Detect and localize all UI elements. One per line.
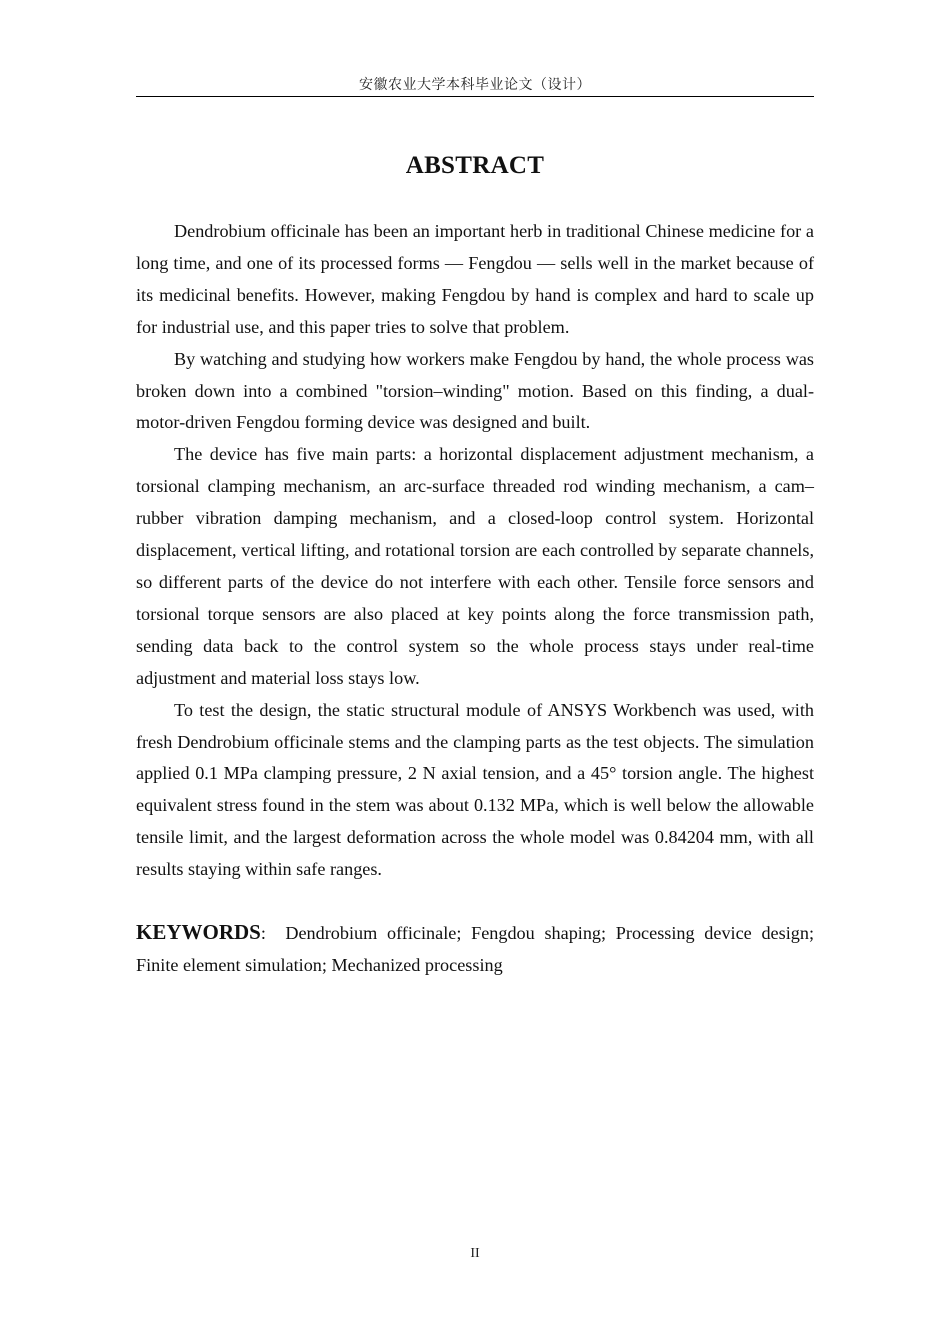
abstract-paragraph-3: The device has five main parts: a horizontal displacement adjustment mechanism, a torsional clamping mechanism, an arc-surface threaded rod winding mechanism, a cam–rubber vibration damping mechanism, and a closed-loop control system. Horizontal displacement, vertical lifting, and rotational torsion are each controlled by separate channels, so different parts of the device do not interfere with each other. Tensile force sensors and torsional torque sensors are also placed at key points along the force transmission path, sending data back to the control system so the whole process stays under real-time adjustment and material loss stays low.	[136, 444, 814, 688]
keywords-separator: :	[260, 923, 266, 943]
header-rule	[136, 96, 814, 97]
keywords-section	[136, 916, 814, 981]
abstract-paragraph-4: To test the design, the static structural module of ANSYS Workbench was used, with fresh Dendrobium officinale stems and the clamping parts as the test objects. The simulation applied 0.1 MPa clamping pressure, 2 N axial tension, and a 45° torsion angle. The highest equivalent stress found in the stem was about 0.132 MPa, which is well below the allowable tensile limit, and the largest deformation across the whole model was 0.84204 mm, with all results staying within safe ranges.	[136, 699, 814, 880]
abstract-paragraph-1: Dendrobium officinale has been an important herb in traditional Chinese medicine for a long time, and one of its processed forms — Fengdou — sells well in the market because of its medicinal benefits. However, making Fengdou by hand is complex and hard to scale up for industrial use, and this paper tries to solve that problem.	[136, 221, 814, 337]
page-number: II	[470, 1246, 480, 1261]
keywords-text: Dendrobium officinale; Fengdou shaping; Processing device design; Finite element simulation; Mechanized processing	[136, 923, 814, 975]
keywords-label: KEYWORDS	[136, 920, 261, 944]
running-header: 安徽农业大学本科毕业论文（设计）	[359, 77, 591, 93]
abstract-paragraph-2: By watching and studying how workers make Fengdou by hand, the whole process was broken down into a combined "torsion–winding" motion. Based on this finding, a dual-motor-driven Fengdou forming device was designed and built.	[136, 348, 814, 433]
abstract-title: ABSTRACT	[405, 152, 545, 179]
abstract-body	[136, 216, 814, 886]
